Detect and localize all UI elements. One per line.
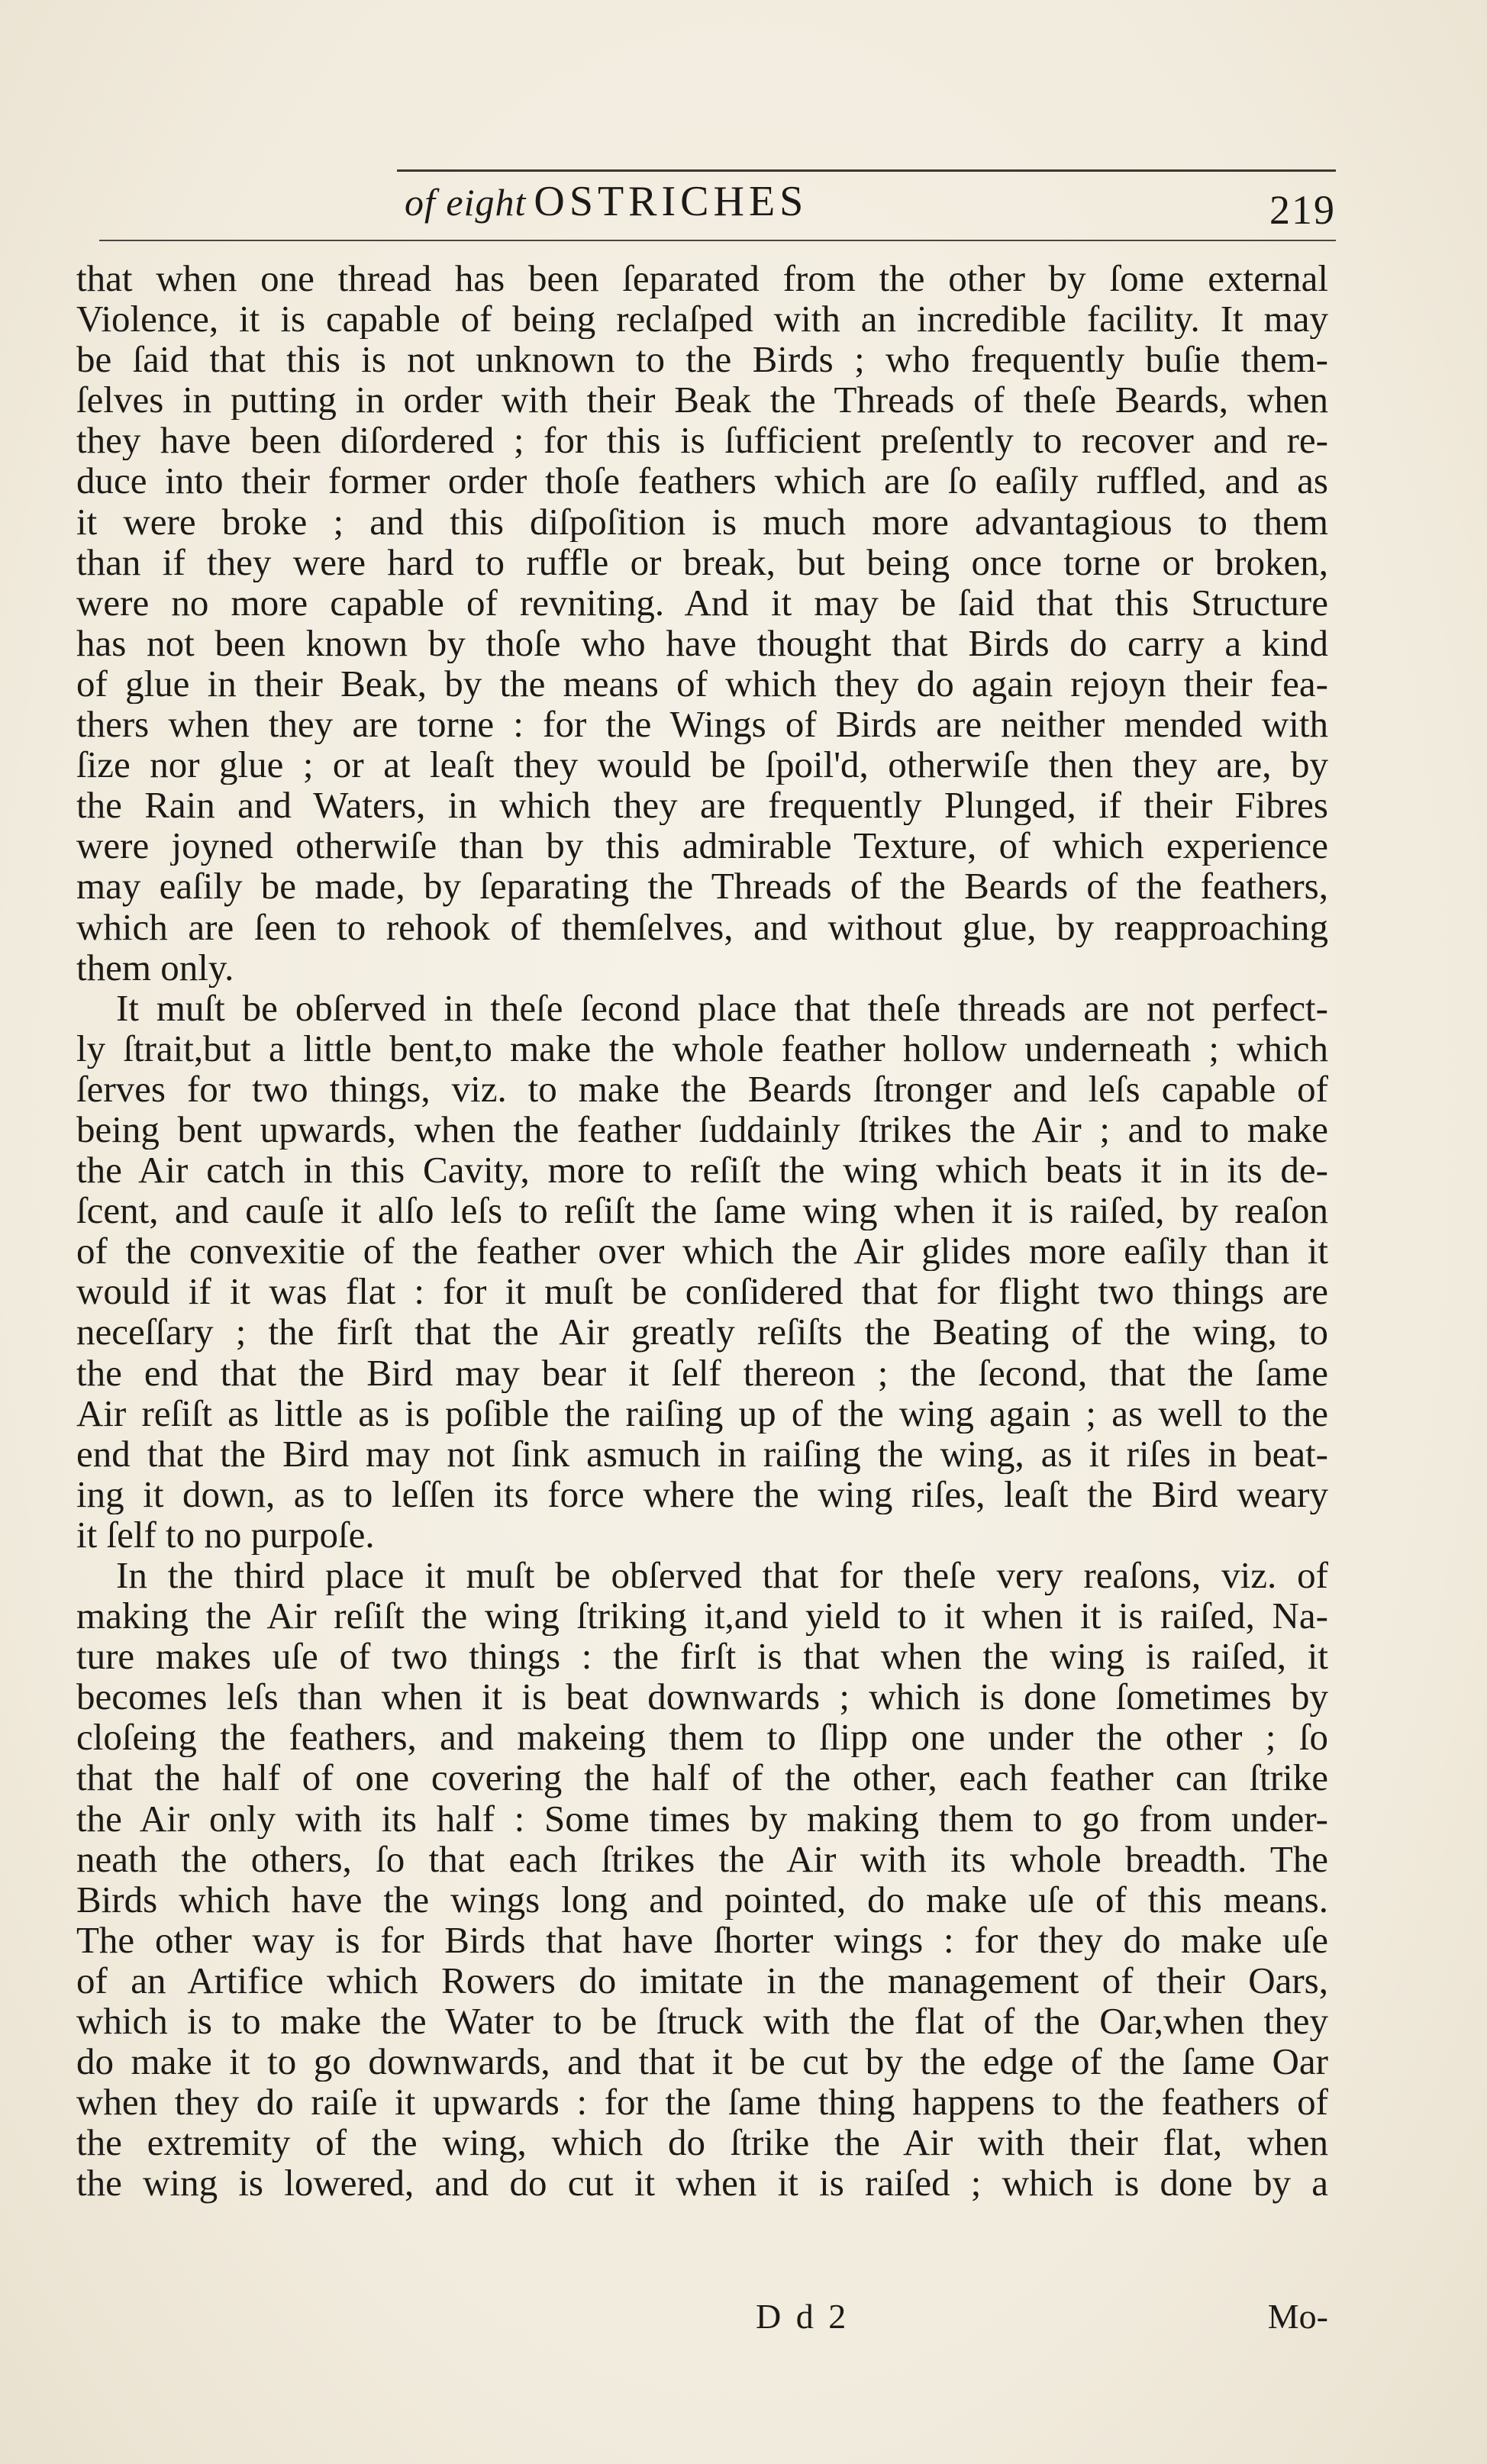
text-line: making the Air reſiſt the wing ſtriking it,and yield to it when it is raiſed, Na-	[76, 1595, 1328, 1637]
text-line: of an Artifice which Rowers do imitate in the management of their Oars,	[76, 1959, 1328, 2001]
text-line: cloſeing the feathers, and makeing them to ſlipp one under the other ; ſo	[76, 1717, 1328, 1758]
page-number: 219	[1269, 187, 1336, 233]
text-line: ture makes uſe of two things : the firſt is that when the wing is raiſed, it	[76, 1636, 1328, 1677]
text-line: becomes leſs than when it is beat downwards ; which is done ſometimes by	[76, 1676, 1328, 1717]
text-line: neceſſary ; the firſt that the Air greatly reſiſts the Beating of the wing, to	[76, 1311, 1328, 1353]
text-line: ſelves in putting in order with their Beak the Threads of theſe Beards, when	[76, 379, 1328, 421]
text-line: the Air only with its half : Some times by making them to go from under-	[76, 1798, 1328, 1839]
text-line: were no more capable of revniting. And it may be ſaid that this Structure	[76, 582, 1328, 623]
header-rule	[99, 240, 1336, 241]
signature-mark: D d 2	[756, 2297, 850, 2336]
text-line: Air reſiſt as little as is poſible the raiſing up of the wing again ; as well to the	[76, 1392, 1328, 1434]
text-line: ly ſtrait,but a little bent,to make the whole feather hollow underneath ; which	[76, 1027, 1328, 1069]
text-line: that the half of one covering the half of the other, each feather can ſtrike	[76, 1757, 1328, 1798]
text-line: which is to make the Water to be ſtruck with the flat of the Oar,when they	[76, 2001, 1328, 2042]
text-line: be ſaid that this is not unknown to the Birds ; who frequently buſie them-	[76, 339, 1328, 380]
text-line: neath the others, ſo that each ſtrikes the Air with its whole breadth. The	[76, 1838, 1328, 1879]
text-line: the extremity of the wing, which do ſtrike the Air with their flat, when	[76, 2122, 1328, 2163]
text-line: it were broke ; and this diſpoſition is much more advantagious to them	[76, 501, 1328, 542]
text-line: that when one thread has been ſeparated from the other by ſome external	[76, 258, 1328, 299]
text-line: may eaſily be made, by ſeparating the Threads of the Beards of the feathers,	[76, 866, 1328, 907]
text-line: do make it to go downwards, and that it be cut by the edge of the ſame Oar	[76, 2041, 1328, 2082]
text-line: of glue in their Beak, by the means of which they do again rejoyn their fea-	[76, 663, 1328, 705]
text-line: ſcent, and cauſe it alſo leſs to reſiſt the ſame wing when it is raiſed, by reaſon	[76, 1190, 1328, 1231]
text-line: The other way is for Birds that have ſhorter wings : for they do make uſe	[76, 1919, 1328, 1960]
text-line: it ſelf to no purpoſe.	[76, 1514, 375, 1555]
page-footer	[76, 2296, 1328, 2342]
text-line: of the convexitie of the feather over which the Air glides more eaſily than it	[76, 1230, 1328, 1272]
text-line: It muſt be obſerved in theſe ſecond place that theſe threads are not perfect-	[116, 987, 1328, 1028]
text-line: them only.	[76, 947, 234, 988]
text-line: the Rain and Waters, in which they are frequently Plunged, if their Fibres	[76, 785, 1328, 826]
text-line: were joyned otherwiſe than by this admirable Texture, of which experience	[76, 825, 1328, 866]
text-line: the wing is lowered, and do cut it when it is raiſed ; which is done by a	[76, 2162, 1328, 2204]
running-head	[405, 177, 808, 226]
text-line: ſerves for two things, viz. to make the Beards ſtronger and leſs capable of	[76, 1068, 1328, 1109]
page-header	[76, 177, 1336, 238]
text-line: the Air catch in this Cavity, more to reſiſt the wing which beats it in its de-	[76, 1150, 1328, 1191]
text-line: end that the Bird may not ſink asmuch in raiſing the wing, as it riſes in beat-	[76, 1433, 1328, 1474]
text-line: Violence, it is capable of being reclaſped with an incredible facility. It may	[76, 298, 1328, 340]
text-line: which are ſeen to rehook of themſelves, and without glue, by reapproaching	[76, 906, 1328, 947]
running-head-prefix: of eight	[405, 181, 527, 224]
text-line: thers when they are torne : for the Wings of Birds are neither mended with	[76, 704, 1328, 745]
text-line: being bent upwards, when the feather ſuddainly ſtrikes the Air ; and to make	[76, 1108, 1328, 1150]
text-line: when they do raiſe it upwards : for the ſame thing happens to the feathers of	[76, 2082, 1328, 2123]
text-line: would if it was flat : for it muſt be conſidered that for flight two things are	[76, 1271, 1328, 1312]
text-line: In the third place it muſt be obſerved that for theſe very reaſons, viz. of	[116, 1555, 1328, 1596]
top-rule	[397, 169, 1336, 172]
running-head-title: OSTRICHES	[534, 178, 808, 225]
text-line: than if they were hard to ruffle or break, but being once torne or broken,	[76, 541, 1328, 582]
catchword: Mo-	[1267, 2297, 1328, 2336]
text-line: Birds which have the wings long and pointed, do make uſe of this means.	[76, 1879, 1328, 1920]
text-line: ing it down, as to leſſen its force where the wing riſes, leaſt the Bird weary	[76, 1473, 1328, 1514]
text-line: has not been known by thoſe who have thought that Birds do carry a kind	[76, 622, 1328, 663]
text-line: they have been diſordered ; for this is ſufficient preſently to recover and re-	[76, 420, 1328, 461]
text-line: duce into their former order thoſe feathers which are ſo eaſily ruffled, and as	[76, 460, 1328, 502]
text-line: ſize nor glue ; or at leaſt they would be ſpoil'd, otherwiſe then they are, by	[76, 744, 1328, 785]
text-line: the end that the Bird may bear it ſelf thereon ; the ſecond, that the ſame	[76, 1352, 1328, 1393]
body-text	[76, 258, 1328, 2204]
